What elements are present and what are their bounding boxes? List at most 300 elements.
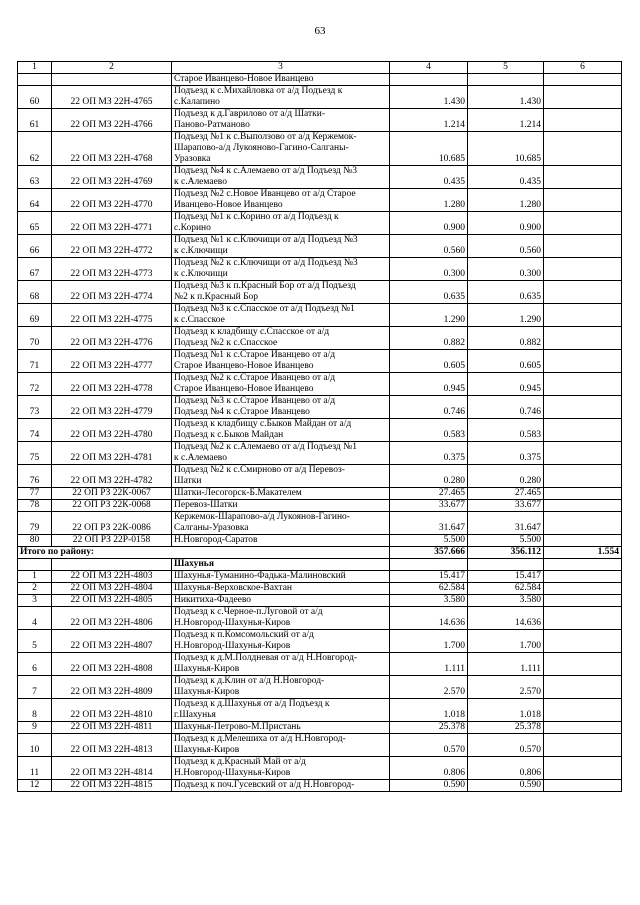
row-number: 10 — [18, 734, 52, 757]
table-row — [18, 442, 622, 465]
length-col5: 1.430 — [468, 86, 544, 109]
road-name-line: Подъезд к кладбищу с.Быков Майдан от а/д — [174, 419, 352, 429]
length-total: 0.570 — [390, 734, 468, 757]
length-col6 — [544, 595, 622, 607]
row-number: 8 — [18, 699, 52, 722]
row-number: 69 — [18, 304, 52, 327]
road-code: 22 ОП МЗ 22Н-4778 — [52, 373, 172, 396]
length-total: 15.417 — [390, 571, 468, 583]
length-col5: 0.570 — [468, 734, 544, 757]
empty-cell — [390, 559, 468, 571]
length-col5: 0.300 — [468, 258, 544, 281]
table-row — [18, 132, 622, 166]
length-col6 — [544, 419, 622, 442]
length-col5: 62.584 — [468, 583, 544, 595]
total-label: Итого по району: — [18, 547, 390, 559]
table-row — [18, 488, 622, 500]
length-total: 1.018 — [390, 699, 468, 722]
row-number: 4 — [18, 607, 52, 630]
length-col5: 0.635 — [468, 281, 544, 304]
length-total: 3.580 — [390, 595, 468, 607]
length-total: 0.583 — [390, 419, 468, 442]
length-col5: 0.583 — [468, 419, 544, 442]
row-number: 78 — [18, 500, 52, 512]
table-row — [18, 734, 622, 757]
length-total: 10.685 — [390, 132, 468, 166]
road-name-line: Подъезд к с.Быков Майдан — [174, 430, 284, 440]
row-number: 80 — [18, 535, 52, 547]
road-code: 22 ОП МЗ 22Н-4814 — [52, 757, 172, 780]
total-col6: 1.554 — [544, 547, 622, 559]
row-number: 77 — [18, 488, 52, 500]
road-name — [172, 396, 390, 419]
table-row — [18, 535, 622, 547]
row-number: 6 — [18, 653, 52, 676]
road-name-line: Шахунья-Петрово-М.Пристань — [174, 722, 301, 732]
road-name-line: Подъезд №2 к с.Смирново от а/д Перевоз- — [174, 465, 345, 475]
road-name-line: Салганы-Уразовка — [174, 523, 249, 533]
road-code: 22 ОП МЗ 22Н-4810 — [52, 699, 172, 722]
road-name-line: Подъезд к поч.Гусевский от а/д Н.Новгород- — [174, 780, 355, 790]
length-col6 — [544, 132, 622, 166]
road-code: 22 ОП МЗ 22Н-4813 — [52, 734, 172, 757]
length-col6 — [544, 535, 622, 547]
road-name-line: Н.Новгород-Шахунья-Киров — [174, 618, 291, 628]
table-row — [18, 109, 622, 132]
length-col6 — [544, 258, 622, 281]
length-total: 1.280 — [390, 189, 468, 212]
row-number: 65 — [18, 212, 52, 235]
length-total: 5.500 — [390, 535, 468, 547]
road-name-line: Подъезд к с.Михайловка от а/д Подъезд к — [174, 86, 343, 96]
header-cell: 4 — [390, 62, 468, 74]
row-number: 67 — [18, 258, 52, 281]
empty-cell — [52, 559, 172, 571]
road-name-line: Подъезд к кладбищу с.Спасское от а/д — [174, 327, 330, 337]
length-col5: 5.500 — [468, 535, 544, 547]
length-col5: 0.605 — [468, 350, 544, 373]
length-col5: 1.700 — [468, 630, 544, 653]
row-number: 1 — [18, 571, 52, 583]
length-col6 — [544, 465, 622, 488]
road-name — [172, 373, 390, 396]
road-name — [172, 512, 390, 535]
length-col5: 0.806 — [468, 757, 544, 780]
road-name-line: Подъезд №2 к с.Спасское — [174, 338, 278, 348]
roads-register-table — [17, 61, 622, 792]
road-name-line: Подъезд к д.Красный Май от а/д — [174, 757, 306, 767]
row-number: 62 — [18, 132, 52, 166]
road-code: 22 ОП МЗ 22Н-4772 — [52, 235, 172, 258]
header-cell: 2 — [52, 62, 172, 74]
length-total: 27.465 — [390, 488, 468, 500]
road-name-line: Старое Иванцево-Новое Иванцево — [174, 384, 314, 394]
header-cell: 5 — [468, 62, 544, 74]
table-row — [18, 373, 622, 396]
road-name — [172, 442, 390, 465]
table-row — [18, 327, 622, 350]
road-name-line: к с.Алемаево — [174, 177, 227, 187]
road-name — [172, 327, 390, 350]
road-code: 22 ОП РЗ 22К-0068 — [52, 500, 172, 512]
road-name — [172, 350, 390, 373]
road-name-line: Н.Новгород-Саратов — [174, 535, 258, 545]
road-name — [172, 235, 390, 258]
length-col5: 0.590 — [468, 780, 544, 792]
road-name-line: Подъезд №2 с.Новое Иванцево от а/д Старое — [174, 189, 356, 199]
district-name: Шахунья — [172, 559, 390, 571]
length-col6 — [544, 281, 622, 304]
road-name-line: №2 к п.Красный Бор — [174, 292, 259, 302]
table-row — [18, 500, 622, 512]
road-name-line: Шатки-Лесогорск-Б.Макателем — [174, 488, 302, 498]
length-col6 — [544, 757, 622, 780]
length-total: 14.636 — [390, 607, 468, 630]
total-length: 357.666 — [390, 547, 468, 559]
length-col6 — [544, 74, 622, 86]
length-total: 0.280 — [390, 465, 468, 488]
road-name — [172, 465, 390, 488]
road-name-line: с.Калапино — [174, 97, 220, 107]
length-total: 1.111 — [390, 653, 468, 676]
row-number: 66 — [18, 235, 52, 258]
length-col5: 10.685 — [468, 132, 544, 166]
row-number: 71 — [18, 350, 52, 373]
length-col6 — [544, 571, 622, 583]
table-row — [18, 419, 622, 442]
road-name-line: Н.Новгород-Шахунья-Киров — [174, 641, 291, 651]
length-total: 25.378 — [390, 722, 468, 734]
road-name — [172, 734, 390, 757]
district-total-row — [18, 547, 622, 559]
table-row — [18, 571, 622, 583]
road-name-line: Шатки — [174, 476, 202, 486]
road-name-line: Шахунья-Туманино-Фадька-Малиновский — [174, 571, 346, 581]
length-total: 1.290 — [390, 304, 468, 327]
road-name — [172, 304, 390, 327]
header-cell: 1 — [18, 62, 52, 74]
table-row — [18, 86, 622, 109]
length-col5: 15.417 — [468, 571, 544, 583]
total-col5: 356.112 — [468, 547, 544, 559]
road-code: 22 ОП МЗ 22Н-4804 — [52, 583, 172, 595]
length-total: 0.806 — [390, 757, 468, 780]
length-col6 — [544, 722, 622, 734]
length-col5: 27.465 — [468, 488, 544, 500]
road-code: 22 ОП МЗ 22Н-4803 — [52, 571, 172, 583]
table-row — [18, 676, 622, 699]
row-number: 73 — [18, 396, 52, 419]
length-col5: 25.378 — [468, 722, 544, 734]
road-name — [172, 488, 390, 500]
road-name-line: Подъезд к д.Клин от а/д Н.Новгород- — [174, 676, 325, 686]
road-name-line: Подъезд к д.М.Полдневая от а/д Н.Новгород- — [174, 653, 358, 663]
road-name-line: Подъезд к с.Черное-п.Луговой от а/д — [174, 607, 323, 617]
length-total: 0.900 — [390, 212, 468, 235]
length-col6 — [544, 512, 622, 535]
road-name-line: Подъезд №4 к с.Алемаево от а/д Подъезд №3 — [174, 166, 357, 176]
road-name-line: Шахунья-Киров — [174, 745, 240, 755]
length-col6 — [544, 500, 622, 512]
length-total: 33.677 — [390, 500, 468, 512]
length-total: 0.945 — [390, 373, 468, 396]
table-row — [18, 212, 622, 235]
road-code: 22 ОП МЗ 22Н-4775 — [52, 304, 172, 327]
row-number: 76 — [18, 465, 52, 488]
road-name-line: к с.Алемаево — [174, 453, 227, 463]
road-code: 22 ОП МЗ 22Н-4769 — [52, 166, 172, 189]
length-col6 — [544, 304, 622, 327]
table-row — [18, 722, 622, 734]
length-col6 — [544, 212, 622, 235]
road-name — [172, 699, 390, 722]
length-col5: 0.945 — [468, 373, 544, 396]
road-code: 22 ОП МЗ 22Н-4777 — [52, 350, 172, 373]
road-name-line: Шахунья-Верховское-Вахтан — [174, 583, 292, 593]
length-col5: 2.570 — [468, 676, 544, 699]
road-code: 22 ОП МЗ 22Н-4809 — [52, 676, 172, 699]
row-number: 60 — [18, 86, 52, 109]
road-name — [172, 757, 390, 780]
row-number: 68 — [18, 281, 52, 304]
road-name-line: Старое Иванцево-Новое Иванцево — [174, 74, 314, 84]
table-row — [18, 281, 622, 304]
road-name — [172, 571, 390, 583]
length-col5: 1.280 — [468, 189, 544, 212]
road-name-line: Подъезд №1 к с.Ключищи от а/д Подъезд №3 — [174, 235, 358, 245]
road-name-line: Паново-Ратманово — [174, 120, 250, 130]
road-code — [52, 74, 172, 86]
row-number: 9 — [18, 722, 52, 734]
road-name-line: Кержемок-Шарапово-а/д Лукоянов-Гагино- — [174, 512, 350, 522]
road-code: 22 ОП РЗ 22К-0086 — [52, 512, 172, 535]
empty-cell — [468, 559, 544, 571]
road-name-line: к с.Спасское — [174, 315, 225, 325]
length-col6 — [544, 327, 622, 350]
road-code: 22 ОП МЗ 22Н-4780 — [52, 419, 172, 442]
road-name — [172, 630, 390, 653]
length-total: 2.570 — [390, 676, 468, 699]
length-col5: 0.900 — [468, 212, 544, 235]
row-number: 61 — [18, 109, 52, 132]
row-number: 72 — [18, 373, 52, 396]
road-name — [172, 607, 390, 630]
length-col6 — [544, 676, 622, 699]
table-row — [18, 607, 622, 630]
table-row — [18, 595, 622, 607]
length-total: 0.300 — [390, 258, 468, 281]
table-row — [18, 258, 622, 281]
road-name — [172, 189, 390, 212]
length-total: 0.605 — [390, 350, 468, 373]
length-total: 31.647 — [390, 512, 468, 535]
road-name — [172, 595, 390, 607]
length-col6 — [544, 607, 622, 630]
road-code: 22 ОП МЗ 22Н-4774 — [52, 281, 172, 304]
road-code: 22 ОП МЗ 22Н-4765 — [52, 86, 172, 109]
road-code: 22 ОП МЗ 22Н-4766 — [52, 109, 172, 132]
length-col6 — [544, 734, 622, 757]
length-total: 0.435 — [390, 166, 468, 189]
row-number: 63 — [18, 166, 52, 189]
road-code: 22 ОП МЗ 22Н-4782 — [52, 465, 172, 488]
length-total: 0.746 — [390, 396, 468, 419]
table-row — [18, 304, 622, 327]
length-col6 — [544, 396, 622, 419]
table-row — [18, 350, 622, 373]
length-total: 1.430 — [390, 86, 468, 109]
road-name-line: Подъезд №3 к с.Старое Иванцево от а/д — [174, 396, 336, 406]
length-col5: 31.647 — [468, 512, 544, 535]
length-col6 — [544, 699, 622, 722]
road-name-line: Подъезд №3 к с.Спасское от а/д Подъезд №1 — [174, 304, 355, 314]
length-col6 — [544, 630, 622, 653]
road-name-line: к с.Ключищи — [174, 246, 228, 256]
road-name — [172, 419, 390, 442]
table-row — [18, 780, 622, 792]
road-name-line: с.Корино — [174, 223, 211, 233]
length-col6 — [544, 780, 622, 792]
road-name-line: Шахунья-Киров — [174, 687, 240, 697]
column-number-row — [18, 62, 622, 74]
road-code: 22 ОП МЗ 22Н-4773 — [52, 258, 172, 281]
length-total: 0.635 — [390, 281, 468, 304]
road-name — [172, 535, 390, 547]
road-name — [172, 86, 390, 109]
road-name-line: Подъезд №2 к с.Ключищи от а/д Подъезд №3 — [174, 258, 358, 268]
length-col6 — [544, 86, 622, 109]
road-name — [172, 109, 390, 132]
table-row — [18, 166, 622, 189]
length-total: 1.214 — [390, 109, 468, 132]
table-row — [18, 235, 622, 258]
road-code: 22 ОП МЗ 22Н-4776 — [52, 327, 172, 350]
road-name-line: Уразовка — [174, 154, 211, 164]
length-col5: 1.290 — [468, 304, 544, 327]
row-number: 5 — [18, 630, 52, 653]
road-name-line: Подъезд №1 к с.Старое Иванцево от а/д — [174, 350, 336, 360]
length-total — [390, 74, 468, 86]
road-name-line: Перевоз-Шатки — [174, 500, 238, 510]
row-number — [18, 74, 52, 86]
row-number: 11 — [18, 757, 52, 780]
table-row — [18, 757, 622, 780]
table-body — [18, 62, 622, 792]
road-name-line: Подъезд №2 к с.Старое Иванцево от а/д — [174, 373, 336, 383]
length-col6 — [544, 109, 622, 132]
row-number: 79 — [18, 512, 52, 535]
road-name-line: Старое Иванцево-Новое Иванцево — [174, 361, 314, 371]
road-name-line: Н.Новгород-Шахунья-Киров — [174, 768, 291, 778]
road-name — [172, 653, 390, 676]
header-cell: 6 — [544, 62, 622, 74]
row-number: 74 — [18, 419, 52, 442]
road-code: 22 ОП МЗ 22Н-4806 — [52, 607, 172, 630]
road-name — [172, 74, 390, 86]
length-col6 — [544, 653, 622, 676]
road-code: 22 ОП МЗ 22Н-4771 — [52, 212, 172, 235]
length-total: 0.560 — [390, 235, 468, 258]
header-cell: 3 — [172, 62, 390, 74]
road-code: 22 ОП МЗ 22Н-4768 — [52, 132, 172, 166]
length-total: 0.590 — [390, 780, 468, 792]
road-code: 22 ОП РЗ 22К-0067 — [52, 488, 172, 500]
length-col5: 0.882 — [468, 327, 544, 350]
row-number: 70 — [18, 327, 52, 350]
length-col6 — [544, 235, 622, 258]
table-row — [18, 653, 622, 676]
road-code: 22 ОП МЗ 22Н-4805 — [52, 595, 172, 607]
road-code: 22 ОП МЗ 22Н-4815 — [52, 780, 172, 792]
length-total: 0.375 — [390, 442, 468, 465]
table-row — [18, 630, 622, 653]
row-number: 12 — [18, 780, 52, 792]
road-name-line: Подъезд к п.Комсомольский от а/д — [174, 630, 314, 640]
table-row — [18, 189, 622, 212]
road-code: 22 ОП МЗ 22Н-4811 — [52, 722, 172, 734]
road-name-line: Подъезд №1 к с.Выползово от а/д Кержемок- — [174, 132, 357, 142]
table-row — [18, 512, 622, 535]
road-name — [172, 722, 390, 734]
length-col6 — [544, 189, 622, 212]
road-name — [172, 212, 390, 235]
road-name-line: Иванцево-Новое Иванцево — [174, 200, 283, 210]
road-name — [172, 281, 390, 304]
length-col6 — [544, 350, 622, 373]
table-row — [18, 583, 622, 595]
length-col5: 14.636 — [468, 607, 544, 630]
road-name-line: к с.Ключищи — [174, 269, 228, 279]
length-col5: 3.580 — [468, 595, 544, 607]
length-col5: 1.018 — [468, 699, 544, 722]
row-number: 3 — [18, 595, 52, 607]
road-code: 22 ОП МЗ 22Н-4781 — [52, 442, 172, 465]
length-col5 — [468, 74, 544, 86]
road-code: 22 ОП МЗ 22Н-4779 — [52, 396, 172, 419]
road-name-line: Подъезд к д.Мелешиха от а/д Н.Новгород- — [174, 734, 346, 744]
road-code: 22 ОП МЗ 22Н-4808 — [52, 653, 172, 676]
page-number: 63 — [314, 25, 326, 37]
table-row — [18, 396, 622, 419]
road-name-line: Шахунья-Киров — [174, 664, 240, 674]
road-name-line: г.Шахунья — [174, 710, 216, 720]
road-name-line: Подъезд №2 к с.Алемаево от а/д Подъезд №1 — [174, 442, 357, 452]
row-number: 7 — [18, 676, 52, 699]
length-total: 1.700 — [390, 630, 468, 653]
table-row — [18, 74, 622, 86]
length-col6 — [544, 442, 622, 465]
road-name — [172, 258, 390, 281]
length-col5: 0.435 — [468, 166, 544, 189]
road-code: 22 ОП МЗ 22Н-4770 — [52, 189, 172, 212]
table-row — [18, 699, 622, 722]
row-number: 64 — [18, 189, 52, 212]
road-name — [172, 132, 390, 166]
empty-cell — [18, 559, 52, 571]
length-col5: 1.214 — [468, 109, 544, 132]
road-name-line: Подъезд №1 к с.Корино от а/д Подъезд к — [174, 212, 339, 222]
table-row — [18, 465, 622, 488]
road-name — [172, 780, 390, 792]
length-col5: 0.560 — [468, 235, 544, 258]
length-col5: 0.375 — [468, 442, 544, 465]
road-name-line: Подъезд к д.Шахунья от а/д Подъезд к — [174, 699, 330, 709]
length-col5: 0.280 — [468, 465, 544, 488]
row-number: 75 — [18, 442, 52, 465]
road-code: 22 ОП МЗ 22Н-4807 — [52, 630, 172, 653]
road-name-line: Шарапово-а/д Лукояново-Гагино-Салганы- — [174, 143, 349, 153]
length-col5: 0.746 — [468, 396, 544, 419]
